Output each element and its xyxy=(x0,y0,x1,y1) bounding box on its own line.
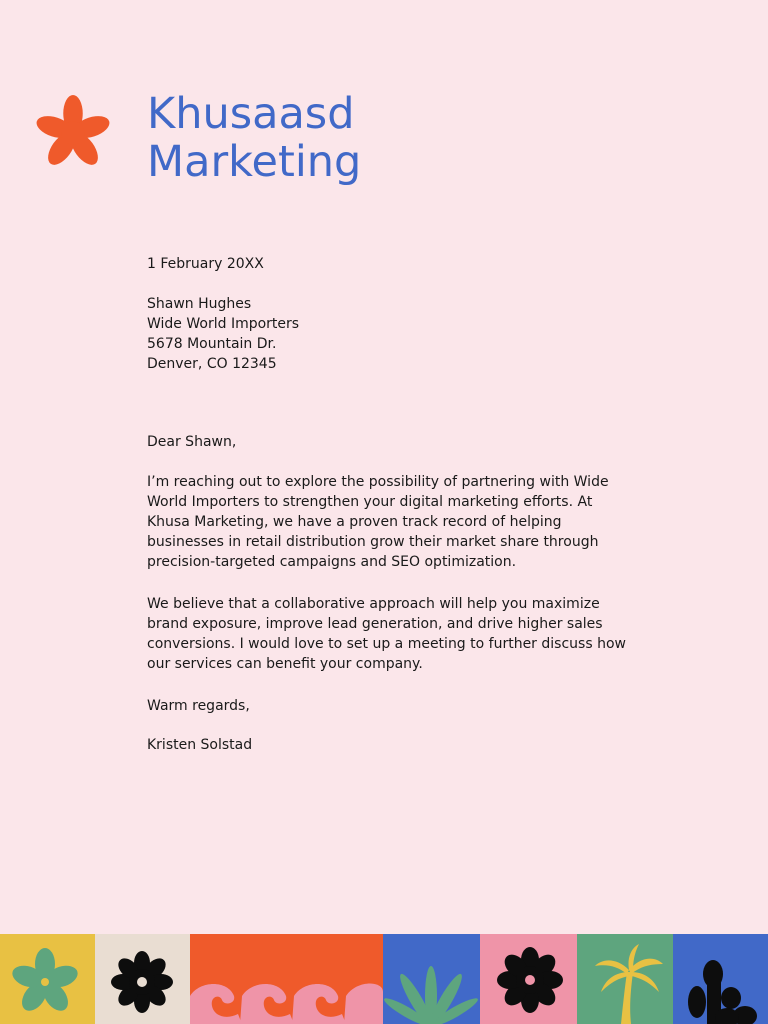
company-name xyxy=(147,90,361,186)
recipient-company: Wide World Importers xyxy=(147,316,300,332)
footer-tile xyxy=(577,934,673,1024)
recipient-street: 5678 Mountain Dr. xyxy=(147,336,277,352)
black-daisy-icon xyxy=(95,934,190,1024)
black-daisy-icon xyxy=(480,934,577,1024)
recipient-address xyxy=(147,294,627,374)
green-flower-icon xyxy=(0,934,95,1024)
company-name-line1: Khusaasd xyxy=(147,89,355,139)
green-leaf-icon xyxy=(383,934,480,1024)
footer-tile xyxy=(673,934,768,1024)
footer-tile xyxy=(95,934,190,1024)
footer-tile xyxy=(190,934,383,1024)
logo-flower-icon xyxy=(34,94,112,172)
decorative-footer-band xyxy=(0,934,768,1024)
closing: Warm regards, xyxy=(147,698,250,714)
body-paragraph: I’m reaching out to explore the possibility of partnering with Wide World Importers to strengthen your digital marketing efforts. At Khusa Marketing, we have a proven track record of helping businesses in retail distribution grow their market share through precision-targeted campaigns and SEO optimization. xyxy=(147,474,609,570)
yellow-palm-icon xyxy=(577,934,673,1024)
footer-tile xyxy=(383,934,480,1024)
letter-date: 1 February 20XX xyxy=(147,256,264,272)
black-seaweed-icon xyxy=(673,934,768,1024)
salutation: Dear Shawn, xyxy=(147,434,237,450)
company-name-line2: Marketing xyxy=(147,137,362,187)
pink-waves-icon xyxy=(190,934,383,1024)
footer-tile xyxy=(0,934,95,1024)
letter-body xyxy=(147,254,627,755)
footer-tile xyxy=(480,934,577,1024)
recipient-city: Denver, CO 12345 xyxy=(147,356,277,372)
recipient-name: Shawn Hughes xyxy=(147,296,252,312)
body-paragraph: We believe that a collaborative approach will help you maximize brand exposure, improve lead generation, and drive higher sales conversions. I would love to set up a meeting to further discuss how our services can benefit your company. xyxy=(147,596,626,672)
signature: Kristen Solstad xyxy=(147,737,253,753)
